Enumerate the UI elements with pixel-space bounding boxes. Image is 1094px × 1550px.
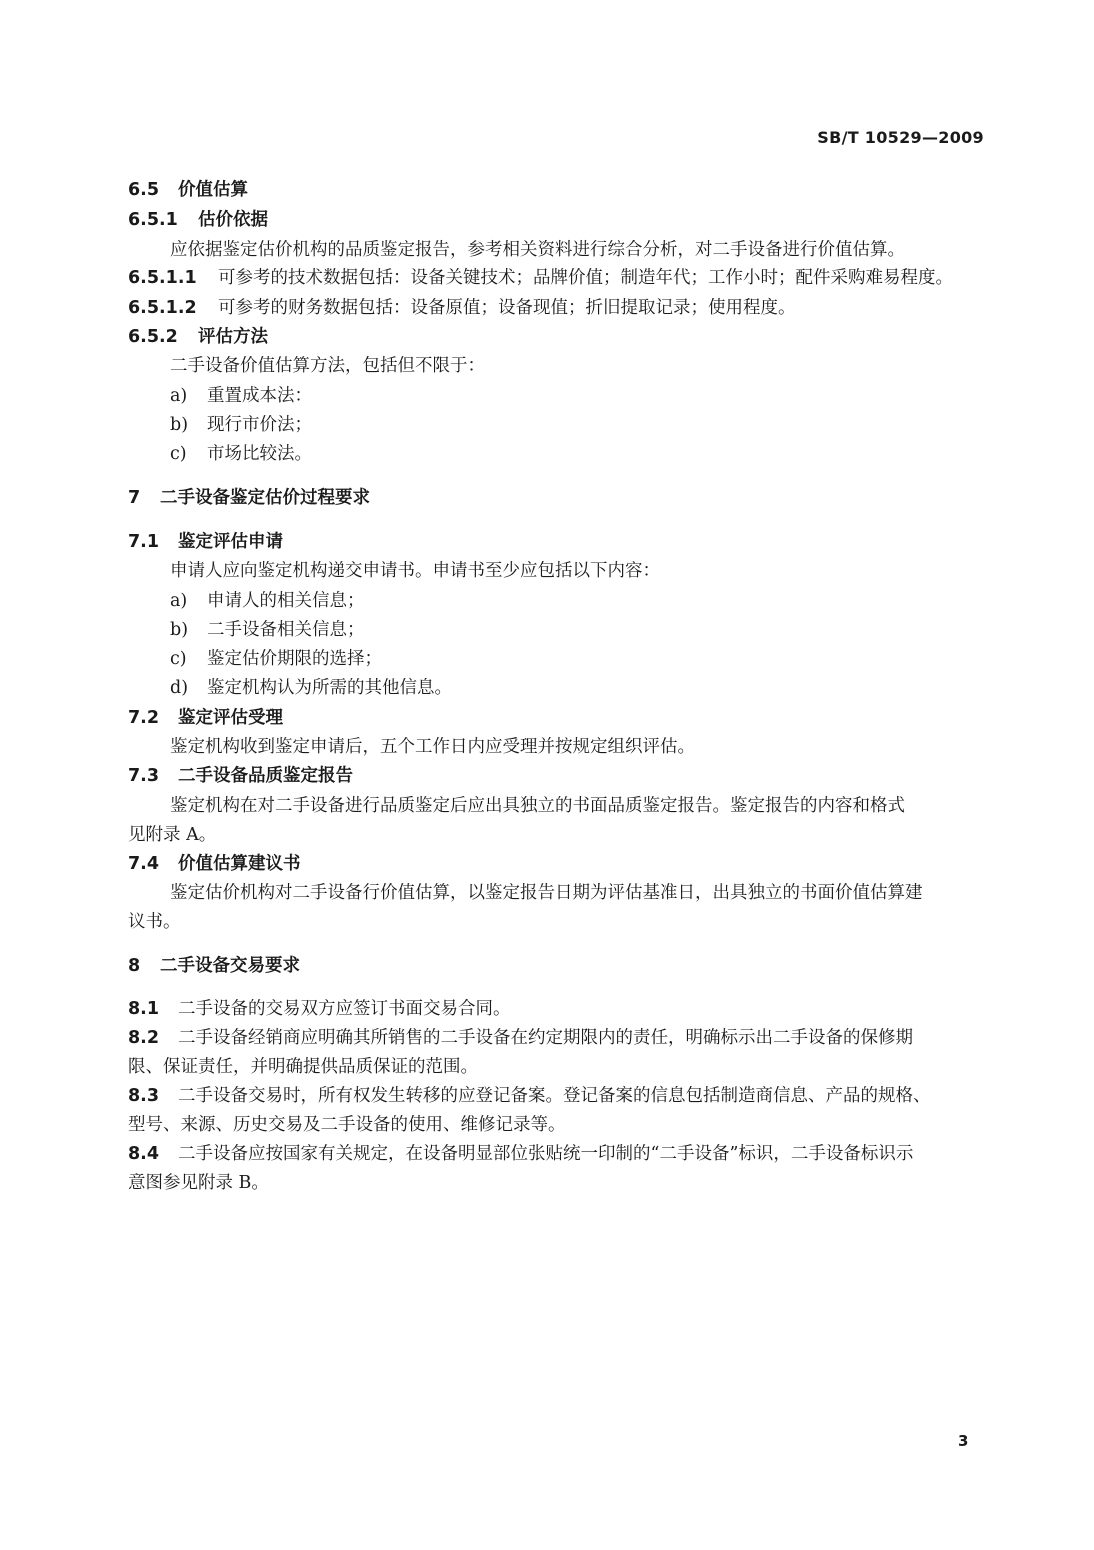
- clause-text: 二手设备交易时，所有权发生转移的应登记备案。登记备案的信息包括制造商信息、产品的规格、: [178, 1086, 931, 1106]
- list-marker: c): [170, 649, 187, 669]
- list-marker: a): [170, 591, 188, 611]
- clause-number: 6.5.1.1: [128, 268, 197, 288]
- clause-number: 6.5.1: [128, 210, 178, 230]
- clause-6-5-1-1: [128, 266, 953, 290]
- clause-number: 7.2: [128, 708, 160, 728]
- list-text: 现行市价法；: [207, 415, 312, 435]
- page-number: 3: [958, 1432, 969, 1450]
- clause-number: 6.5: [128, 180, 160, 200]
- list-marker: a): [170, 386, 188, 406]
- heading-7-1: [128, 530, 283, 554]
- clause-title: 二手设备品质鉴定报告: [178, 766, 353, 786]
- clause-number: 8.4: [128, 1144, 160, 1164]
- clause-title: 二手设备鉴定估价过程要求: [160, 488, 370, 508]
- clause-number: 8.3: [128, 1086, 160, 1106]
- list-text: 鉴定机构认为所需的其他信息。: [207, 678, 452, 698]
- clause-number: 8.2: [128, 1028, 160, 1048]
- clause-number: 6.5.2: [128, 327, 178, 347]
- clause-number: 7.4: [128, 854, 160, 874]
- clause-8-1: [128, 997, 511, 1021]
- list-text: 申请人的相关信息；: [207, 591, 365, 611]
- clause-number: 7.1: [128, 532, 160, 552]
- list-item: [170, 384, 312, 408]
- clause-number: 8.1: [128, 999, 160, 1019]
- clause-8-3: [128, 1084, 931, 1108]
- heading-6-5-1: [128, 208, 268, 232]
- clause-title: 鉴定评估申请: [178, 532, 283, 552]
- paragraph-continuation: 见附录 A。: [128, 825, 217, 845]
- list-item: [170, 589, 365, 613]
- clause-8-2: [128, 1026, 913, 1050]
- list-item: [170, 442, 312, 466]
- paragraph: 鉴定机构在对二手设备进行品质鉴定后应出具独立的书面品质鉴定报告。鉴定报告的内容和格式: [170, 796, 905, 816]
- clause-number: 8: [128, 956, 141, 976]
- list-text: 鉴定估价期限的选择；: [207, 649, 382, 669]
- clause-text: 可参考的技术数据包括：设备关键技术；品牌价值；制造年代；工作小时；配件采购难易程度。: [218, 268, 953, 288]
- list-text: 二手设备相关信息；: [207, 620, 365, 640]
- clause-title: 估价依据: [198, 210, 268, 230]
- heading-8: [128, 954, 300, 978]
- paragraph: 申请人应向鉴定机构递交申请书。申请书至少应包括以下内容：: [170, 561, 660, 581]
- paragraph: 应依据鉴定估价机构的品质鉴定报告，参考相关资料进行综合分析，对二手设备进行价值估算。: [170, 240, 905, 260]
- heading-7: [128, 486, 370, 510]
- clause-8-4: [128, 1142, 913, 1166]
- standard-code: SB/T 10529—2009: [817, 128, 984, 147]
- clause-continuation: 意图参见附录 B。: [128, 1173, 269, 1193]
- list-text: 市场比较法。: [207, 444, 312, 464]
- list-marker: b): [170, 620, 189, 640]
- clause-title: 价值估算建议书: [178, 854, 301, 874]
- list-item: [170, 676, 452, 700]
- heading-7-2: [128, 706, 283, 730]
- clause-text: 二手设备经销商应明确其所销售的二手设备在约定期限内的责任，明确标示出二手设备的保修期: [178, 1028, 913, 1048]
- clause-number: 7: [128, 488, 141, 508]
- clause-number: 7.3: [128, 766, 160, 786]
- heading-7-4: [128, 852, 301, 876]
- list-item: [170, 647, 382, 671]
- list-item: [170, 618, 365, 642]
- clause-6-5-1-2: [128, 296, 796, 320]
- clause-title: 鉴定评估受理: [178, 708, 283, 728]
- clause-continuation: 限、保证责任，并明确提供品质保证的范围。: [128, 1057, 478, 1077]
- list-marker: d): [170, 678, 189, 698]
- clause-title: 价值估算: [178, 180, 248, 200]
- clause-text: 二手设备应按国家有关规定，在设备明显部位张贴统一印制的“二手设备”标识，二手设备标识示: [178, 1144, 914, 1164]
- clause-number: 6.5.1.2: [128, 298, 197, 318]
- paragraph: 鉴定估价机构对二手设备行价值估算，以鉴定报告日期为评估基准日，出具独立的书面价值估算建: [170, 883, 923, 903]
- paragraph: 鉴定机构收到鉴定申请后，五个工作日内应受理并按规定组织评估。: [170, 737, 695, 757]
- list-marker: c): [170, 444, 187, 464]
- heading-6-5-2: [128, 325, 268, 349]
- list-marker: b): [170, 415, 189, 435]
- clause-continuation: 型号、来源、历史交易及二手设备的使用、维修记录等。: [128, 1115, 566, 1135]
- list-text: 重置成本法：: [207, 386, 312, 406]
- paragraph-continuation: 议书。: [128, 912, 181, 932]
- heading-6-5: [128, 178, 248, 202]
- clause-title: 评估方法: [198, 327, 268, 347]
- heading-7-3: [128, 764, 353, 788]
- clause-title: 二手设备交易要求: [160, 956, 300, 976]
- list-item: [170, 413, 312, 437]
- paragraph: 二手设备价值估算方法，包括但不限于：: [170, 356, 485, 376]
- clause-text: 二手设备的交易双方应签订书面交易合同。: [178, 999, 511, 1019]
- clause-text: 可参考的财务数据包括：设备原值；设备现值；折旧提取记录；使用程度。: [218, 298, 796, 318]
